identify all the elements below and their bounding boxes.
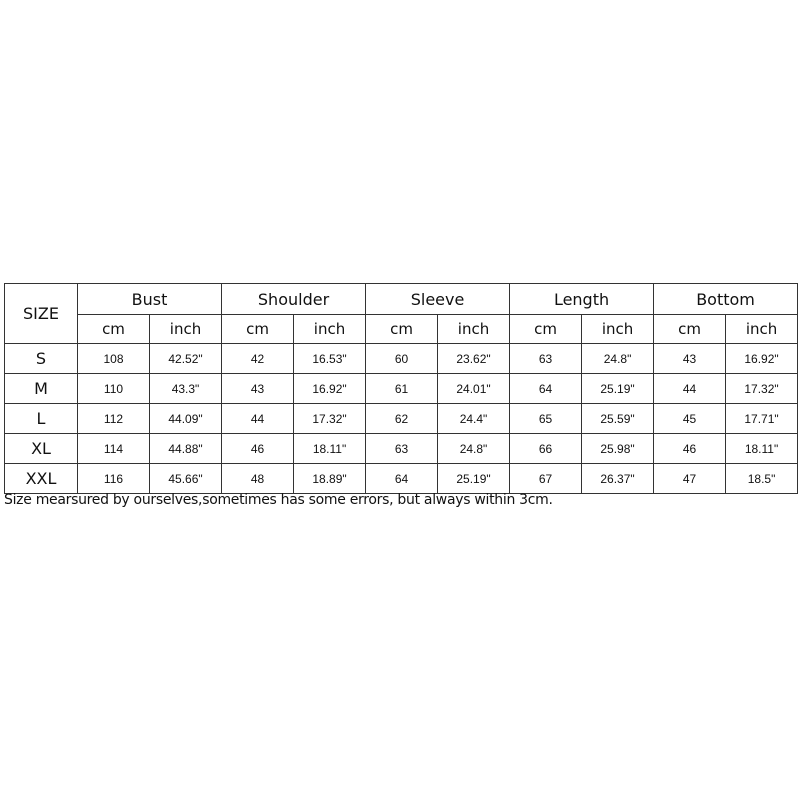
measurement-cell: 24.8" xyxy=(582,344,654,374)
measurement-cell: 42 xyxy=(222,344,294,374)
size-chart-table xyxy=(4,283,798,494)
measurement-cell: 17.71" xyxy=(726,404,798,434)
measurement-cell: 43.3" xyxy=(150,374,222,404)
size-label-cell: M xyxy=(5,374,78,404)
measurement-cell: 47 xyxy=(654,464,726,494)
measurement-cell: 45.66" xyxy=(150,464,222,494)
group-header-bottom: Bottom xyxy=(654,284,798,315)
measurement-cell: 25.19" xyxy=(582,374,654,404)
table-row xyxy=(5,374,798,404)
unit-header-bottom-inch: inch xyxy=(726,315,798,344)
measurement-note: Size mearsured by ourselves,sometimes has some errors, but always within 3cm. xyxy=(4,492,553,508)
measurement-cell: 61 xyxy=(366,374,438,404)
measurement-cell: 46 xyxy=(654,434,726,464)
unit-header-bottom-cm: cm xyxy=(654,315,726,344)
measurement-cell: 44 xyxy=(654,374,726,404)
unit-header-sleeve-cm: cm xyxy=(366,315,438,344)
measurement-cell: 18.11" xyxy=(294,434,366,464)
measurement-cell: 116 xyxy=(78,464,150,494)
unit-header-row xyxy=(5,315,798,344)
measurement-cell: 67 xyxy=(510,464,582,494)
measurement-cell: 44 xyxy=(222,404,294,434)
measurement-cell: 17.32" xyxy=(294,404,366,434)
table-row xyxy=(5,404,798,434)
measurement-cell: 62 xyxy=(366,404,438,434)
measurement-cell: 45 xyxy=(654,404,726,434)
measurement-cell: 110 xyxy=(78,374,150,404)
group-header-shoulder: Shoulder xyxy=(222,284,366,315)
measurement-cell: 112 xyxy=(78,404,150,434)
measurement-cell: 18.11" xyxy=(726,434,798,464)
measurement-cell: 44.88" xyxy=(150,434,222,464)
measurement-cell: 18.89" xyxy=(294,464,366,494)
group-header-row xyxy=(5,284,798,315)
measurement-cell: 108 xyxy=(78,344,150,374)
measurement-cell: 25.19" xyxy=(438,464,510,494)
measurement-cell: 24.8" xyxy=(438,434,510,464)
group-header-length: Length xyxy=(510,284,654,315)
measurement-cell: 66 xyxy=(510,434,582,464)
measurement-cell: 43 xyxy=(654,344,726,374)
size-label-cell: L xyxy=(5,404,78,434)
size-column-header: SIZE xyxy=(5,284,78,344)
measurement-cell: 16.92" xyxy=(294,374,366,404)
measurement-cell: 25.59" xyxy=(582,404,654,434)
measurement-cell: 114 xyxy=(78,434,150,464)
size-label-cell: S xyxy=(5,344,78,374)
measurement-cell: 46 xyxy=(222,434,294,464)
table-row xyxy=(5,464,798,494)
unit-header-bust-cm: cm xyxy=(78,315,150,344)
measurement-cell: 25.98" xyxy=(582,434,654,464)
measurement-cell: 63 xyxy=(366,434,438,464)
size-label-cell: XXL xyxy=(5,464,78,494)
measurement-cell: 64 xyxy=(510,374,582,404)
table-row xyxy=(5,344,798,374)
measurement-cell: 44.09" xyxy=(150,404,222,434)
measurement-cell: 42.52" xyxy=(150,344,222,374)
measurement-cell: 18.5" xyxy=(726,464,798,494)
measurement-cell: 17.32" xyxy=(726,374,798,404)
measurement-cell: 48 xyxy=(222,464,294,494)
measurement-cell: 24.01" xyxy=(438,374,510,404)
measurement-cell: 26.37" xyxy=(582,464,654,494)
measurement-cell: 16.92" xyxy=(726,344,798,374)
measurement-cell: 16.53" xyxy=(294,344,366,374)
size-label-cell: XL xyxy=(5,434,78,464)
measurement-cell: 63 xyxy=(510,344,582,374)
measurement-cell: 65 xyxy=(510,404,582,434)
measurement-cell: 23.62" xyxy=(438,344,510,374)
measurement-cell: 24.4" xyxy=(438,404,510,434)
unit-header-length-cm: cm xyxy=(510,315,582,344)
group-header-bust: Bust xyxy=(78,284,222,315)
measurement-cell: 64 xyxy=(366,464,438,494)
table-row xyxy=(5,434,798,464)
unit-header-shoulder-inch: inch xyxy=(294,315,366,344)
unit-header-bust-inch: inch xyxy=(150,315,222,344)
measurement-cell: 43 xyxy=(222,374,294,404)
group-header-sleeve: Sleeve xyxy=(366,284,510,315)
unit-header-sleeve-inch: inch xyxy=(438,315,510,344)
unit-header-shoulder-cm: cm xyxy=(222,315,294,344)
unit-header-length-inch: inch xyxy=(582,315,654,344)
measurement-cell: 60 xyxy=(366,344,438,374)
